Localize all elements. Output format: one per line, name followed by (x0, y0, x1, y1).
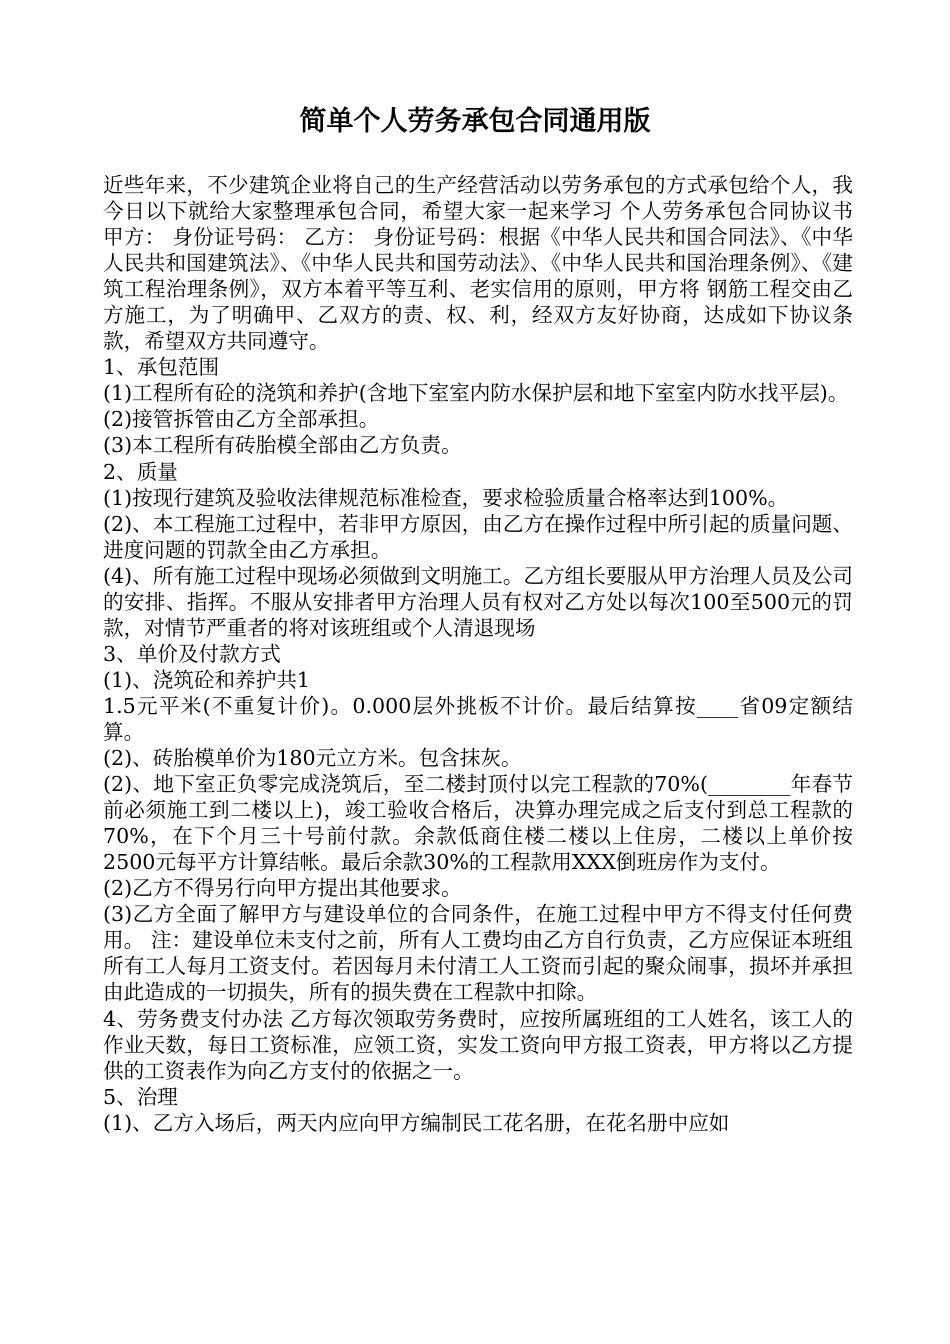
clause-paragraph: (2)、地下室正负零完成浇筑后，至二楼封顶付以完工程款的70%(________年春节前必须施工到二楼以上)，竣工验收合格后，决算办理完成之后支付到总工程款的70%，在下个月三十号前付款。余款低商住楼二楼以上住房，二楼以上单价按2500元每平方计算结帐。最后余款30%的工程款用XXX倒班房作为支付。 (103, 772, 853, 875)
clause-paragraph: (4)、所有施工过程中现场必须做到文明施工。乙方组长要服从甲方治理人员及公司的安排、指挥。不服从安排者甲方治理人员有权对乙方处以每次100至500元的罚款，对情节严重者的将对该班组或个人清退现场 (103, 563, 853, 640)
clause-paragraph: (1)按现行建筑及验收法律规范标准检查，要求检验质量合格率达到100%。 (103, 485, 789, 510)
clause-paragraph: (2)、砖胎模单价为180元立方米。包含抹灰。 (103, 746, 522, 771)
clause-paragraph: (1)工程所有砼的浇筑和养护(含地下室室内防水保护层和地下室室内防水找平层)。 (103, 381, 849, 406)
document-body (103, 172, 853, 1136)
clause-paragraph: (1)、浇筑砼和养护共1 (103, 667, 311, 692)
clause-paragraph: (3)本工程所有砖胎模全部由乙方负责。 (103, 433, 462, 458)
clause-paragraph: (3)乙方全面了解甲方与建设单位的合同条件，在施工过程中甲方不得支付任何费用。 注：建设单位未支付之前，所有人工费均由乙方自行负责，乙方应保证本班组所有工人每月工资支付。若因每月未付清工人工资而引起的聚众闹事，损坏并承担由此造成的一切损失，所有的损失费在工程款中扣除。 (103, 902, 853, 1005)
clause-paragraph: (2)、本工程施工过程中，若非甲方原因，由乙方在操作过程中所引起的质量问题、进度问题的罚款全由乙方承担。 (103, 511, 853, 562)
section-heading: 3、单价及付款方式 (103, 641, 281, 666)
clause-paragraph: (2)接管拆管由乙方全部承担。 (103, 407, 380, 432)
section-paragraph: 4、劳务费支付办法 乙方每次领取劳务费时，应按所属班组的工人姓名，该工人的作业天数，每日工资标准，应领工资，实发工资向甲方报工资表，甲方将以乙方提供的工资表作为向乙方支付的依据之一。 (103, 1006, 853, 1083)
intro-paragraph: 近些年来，不少建筑企业将自己的生产经营活动以劳务承包的方式承包给个人，我今日以下就给大家整理承包合同，希望大家一起来学习 个人劳务承包合同协议书 甲方： 身份证号码： 乙方： 身份证号码：根据《中华人民共和国合同法》、《中华人民共和国建筑法》、《中华人民共和国劳动法》、《中华人民共和国治理条例》、《建筑工程治理条例》，双方本着平等互利、老实信用的原则，甲方将 钢筋工程交由乙方施工，为了明确甲、乙双方的责、权、利，经双方友好协商，达成如下协议条款，希望双方共同遵守。 (103, 173, 853, 354)
clause-paragraph: (2)乙方不得另行向甲方提出其他要求。 (103, 876, 462, 901)
section-heading: 1、承包范围 (103, 355, 220, 380)
document-title: 简单个人劳务承包合同通用版 (299, 106, 651, 137)
section-heading: 5、治理 (103, 1084, 178, 1109)
clause-paragraph: 1.5元平米(不重复计价)。0.000层外挑板不计价。最后结算按____省09定额结算。 (103, 693, 853, 744)
clause-paragraph: (1)、乙方入场后，两天内应向甲方编制民工花名册，在花名册中应如 (103, 1110, 730, 1135)
section-heading: 2、质量 (103, 459, 178, 484)
